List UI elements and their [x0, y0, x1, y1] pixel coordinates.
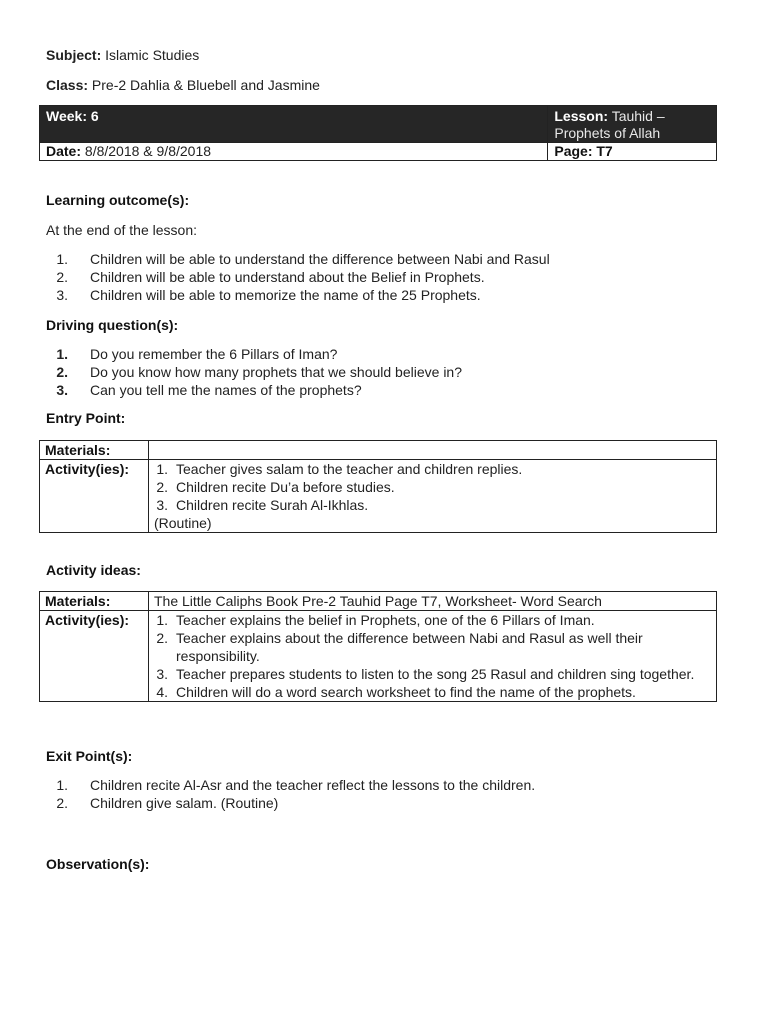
- list-item: 3. Children recite Surah Al-Ikhlas.: [156, 497, 369, 513]
- week-cell: Week: 6: [46, 108, 99, 124]
- lesson-cell: [548, 106, 717, 143]
- class-line: [46, 77, 320, 93]
- subject-value: Islamic Studies: [105, 47, 200, 63]
- list-item: 2. Children recite Du’a before studies.: [156, 479, 395, 495]
- list-item: 3. Children will be able to memorize the name of the 25 Prophets.: [56, 287, 481, 303]
- list-item: 3. Can you tell me the names of the prophets?: [56, 382, 362, 398]
- list-item: 1. Teacher explains the belief in Prophets, one of the 6 Pillars of Iman.: [156, 612, 595, 628]
- materials-label: Materials:: [40, 592, 149, 611]
- date-label: Date:: [46, 143, 82, 159]
- activities-cell: [149, 460, 717, 533]
- date-value: 8/8/2018 & 9/8/2018: [84, 143, 212, 159]
- learning-outcomes-intro: At the end of the lesson:: [46, 222, 197, 238]
- activities-label: Activity(ies):: [40, 611, 149, 702]
- list-item: 2. Children give salam. (Routine): [56, 795, 279, 811]
- list-item: 3. Teacher prepares students to listen to the song 25 Rasul and children sing together.: [156, 666, 695, 682]
- activities-cell: [149, 611, 717, 702]
- learning-outcomes-title: Learning outcome(s):: [46, 192, 190, 208]
- entry-point-title: Entry Point:: [46, 410, 126, 426]
- lesson-value: Tauhid – Prophets of Allah: [554, 108, 665, 141]
- routine-note: (Routine): [154, 515, 212, 531]
- activity-ideas-table: [39, 591, 717, 702]
- observations-title: Observation(s):: [46, 856, 150, 872]
- learning-outcomes-list: [46, 250, 550, 304]
- list-item: 2. Do you know how many prophets that we should believe in?: [56, 364, 462, 380]
- exit-points-title: Exit Point(s):: [46, 748, 133, 764]
- list-item: 1. Teacher gives salam to the teacher and children replies.: [156, 461, 523, 477]
- list-item: 1. Children will be able to understand the difference between Nabi and Rasul: [56, 251, 550, 267]
- entry-point-table: [39, 440, 717, 533]
- class-label: Class:: [46, 77, 89, 93]
- list-item: 2. Children will be able to understand about the Belief in Prophets.: [56, 269, 485, 285]
- driving-questions-list: [46, 345, 462, 399]
- exit-points-list: [46, 776, 535, 812]
- list-item: 2. Teacher explains about the difference between Nabi and Rasul as well their responsibility.: [156, 630, 643, 664]
- lesson-label: Lesson:: [554, 108, 609, 124]
- week-lesson-table: [39, 105, 717, 161]
- class-value: Pre-2 Dahlia & Bluebell and Jasmine: [91, 77, 320, 93]
- materials-value: The Little Caliphs Book Pre-2 Tauhid Page T7, Worksheet- Word Search: [149, 592, 717, 611]
- list-item: 1. Do you remember the 6 Pillars of Iman?: [56, 346, 338, 362]
- date-cell: [40, 143, 548, 161]
- page-cell: Page: T7: [554, 143, 613, 159]
- subject-line: [46, 47, 199, 63]
- materials-label: Materials:: [40, 441, 149, 460]
- subject-label: Subject:: [46, 47, 102, 63]
- materials-value: [149, 441, 717, 460]
- driving-questions-title: Driving question(s):: [46, 317, 179, 333]
- activity-ideas-title: Activity ideas:: [46, 562, 141, 578]
- list-item: 4. Children will do a word search worksheet to find the name of the prophets.: [156, 684, 636, 700]
- activities-label: Activity(ies):: [40, 460, 149, 533]
- list-item: 1. Children recite Al-Asr and the teacher reflect the lessons to the children.: [56, 777, 536, 793]
